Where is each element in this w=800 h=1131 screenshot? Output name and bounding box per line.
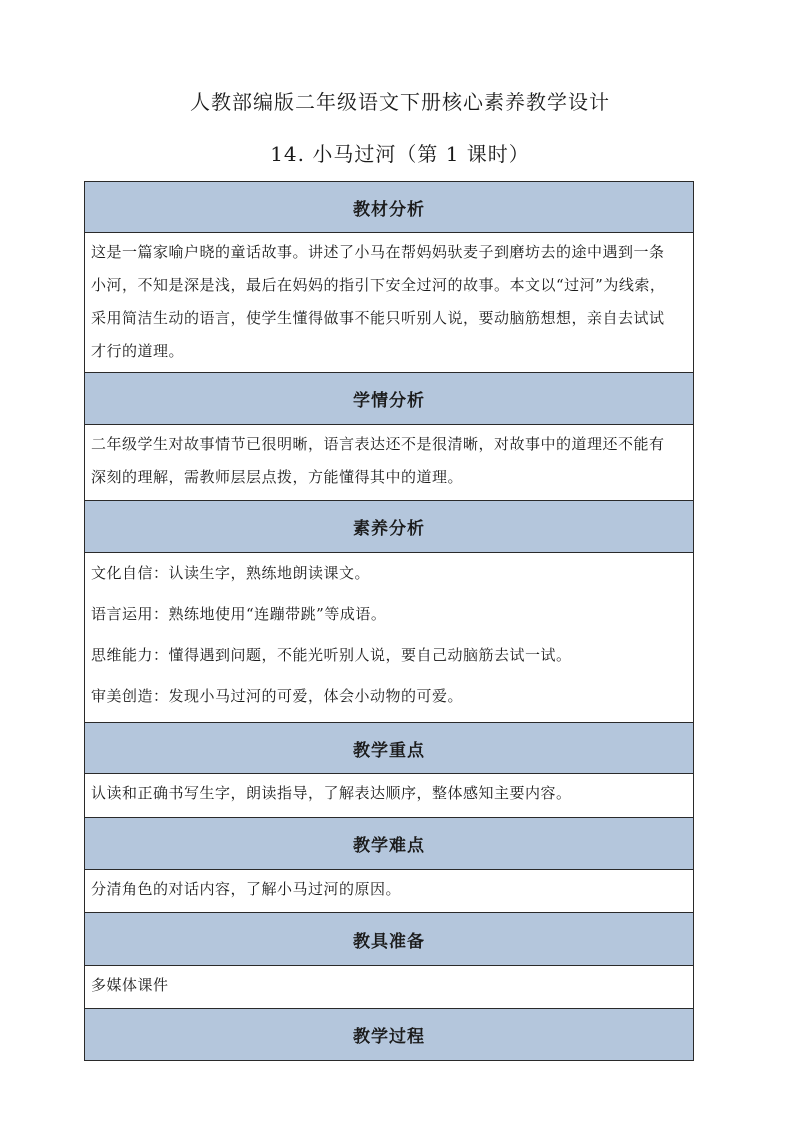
difficulties-heading: 教学难点 [85,818,694,870]
difficulties-body: 分清角色的对话内容，了解小马过河的原因。 [85,870,694,913]
lesson-plan-table [84,181,694,1061]
learner-analysis-body [85,425,694,501]
textbook-analysis-heading: 教材分析 [85,182,694,233]
literacy-item: 审美创造：发现小马过河的可爱，体会小动物的可爱。 [91,687,464,705]
document-title: 人教部编版二年级语文下册核心素养教学设计 [190,90,610,114]
textbook-line: 这是一篇家喻户晓的童话故事。讲述了小马在帮妈妈驮麦子到磨坊去的途中遇到一条 [91,243,665,261]
materials-body: 多媒体课件 [85,966,694,1009]
key-points-heading: 教学重点 [85,723,694,774]
literacy-item: 思维能力：懂得遇到问题，不能光听别人说，要自己动脑筋去试一试。 [91,646,572,664]
lesson-subtitle: 14. 小马过河（第 1 课时） [270,142,530,166]
learner-analysis-heading: 学情分析 [85,373,694,425]
literacy-analysis-body [85,553,694,723]
textbook-line: 小河，不知是深是浅，最后在妈妈的指引下安全过河的故事。本文以“过河”为线索， [91,276,666,294]
literacy-item: 文化自信：认读生字，熟练地朗读课文。 [91,564,371,582]
textbook-line: 采用简洁生动的语言，使学生懂得做事不能只听别人说，要动脑筋想想，亲自去试试 [91,309,665,327]
textbook-analysis-body [85,233,694,373]
key-points-body: 认读和正确书写生字，朗读指导，了解表达顺序，整体感知主要内容。 [85,774,694,818]
textbook-line: 才行的道理。 [91,342,185,360]
literacy-item: 语言运用：熟练地使用“连蹦带跳”等成语。 [91,605,387,623]
literacy-analysis-heading: 素养分析 [85,501,694,553]
learner-line: 深刻的理解，需教师层层点拨，方能懂得其中的道理。 [91,468,464,486]
materials-heading: 教具准备 [85,913,694,966]
learner-line: 二年级学生对故事情节已很明晰，语言表达还不是很清晰，对故事中的道理还不能有 [91,435,665,453]
teaching-process-heading: 教学过程 [85,1009,694,1061]
